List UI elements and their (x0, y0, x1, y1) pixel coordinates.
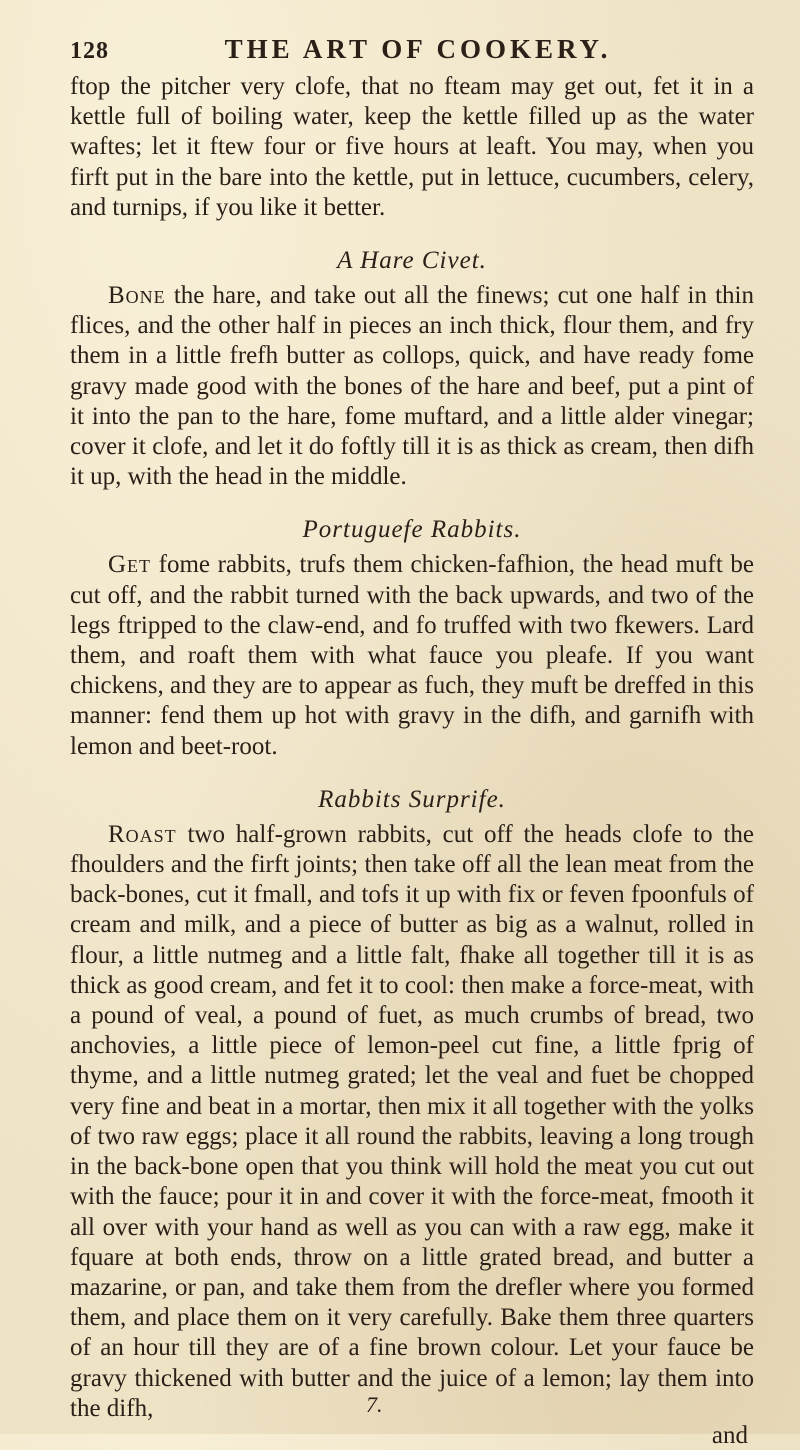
running-title: THE ART OF COOKERY. (224, 34, 612, 64)
recipe-heading-portuguese-rabbits: Portuguefe Rabbits. (302, 516, 522, 544)
recipe-lead-word: Bone (108, 282, 166, 310)
intro-paragraph: ftop the pitcher very clofe, that no fteam may get out, fet it in a kettle full of boiling water, keep the kettle filled up as the water waftes; let it ftew four or five hours at leaft. You may, when you firft put in the bare into the kettle, put in lettuce, cucumbers, celery, and turnips, if you like it better. (70, 73, 754, 221)
recipe-text: fome rabbits, trufs them chicken-fafhion, the head muft be cut off, and the rabbit turned with the back upwards, and two of the legs ftripped to the claw-end, and fo truffed with two fkewers. Lard them, and roaft them with what fauce you pleafe. If you want chickens, and they are to appear as fuch, they muft be dreffed in this manner: fend them up hot with gravy in the difh, and garnifh with lemon and beet-root. (70, 551, 754, 760)
recipe-text: two half-grown rabbits, cut off the heads clofe to the fhoulders and the firft joints; then take off all the lean meat from the back-bones, cut it fmall, and tofs it up with fix or feven fpoonfuls of cream and milk, and a piece of butter as big as a walnut, rolled in flour, a little nutmeg and a little falt, fhake all together till it is as thick as good cream, and fet it to cool: then make a force-meat, with a pound of veal, a pound of fuet, as much crumbs of bread, two anchovies, a little piece of lemon-peel cut fine, a little fprig of thyme, and a little nutmeg grated; let the veal and fuet be chopped very fine and beat in a mortar, then mix it all together with the yolks of two raw eggs; place it all round the rabbits, leaving a long trough in the back-bone open that you think will hold the meat you cut out with the fauce; pour it in and cover it with the force-meat, fmooth it all over with your hand as well as you can with a raw egg, make it fquare at both ends, throw on a little grated bread, and butter a mazarine, or pan, and take them from the drefler where you formed them, and place them on it very carefully. Bake them three quarters of an hour till they are of a fine brown colour. Let your fauce be gravy thickened with butter and the juice of a lemon; lay them into the difh, (70, 820, 754, 1422)
recipe-text: the hare, and take out all the finews; cut one half in thin flices, and the other half in pieces an inch thick, flour them, and fry them in a little frefh butter as collops, quick, and have ready fome gravy made good with the bones of the hare and beef, put a pint of it into the pan to the hare, fome muftard, and a little alder vinegar; cover it clofe, and let it do foftly till it is as thick as cream, then difh it up, with the head in the middle. (70, 282, 754, 491)
page-header (70, 34, 754, 68)
recipe-lead-word: Roast (108, 820, 177, 848)
recipe-body-hare-civet (70, 281, 754, 492)
signature-mark: 7. (366, 1392, 383, 1417)
recipe-heading-hare-civet: A Hare Civet. (337, 247, 487, 275)
page-number: 128 (70, 38, 109, 64)
catchword: and (711, 1421, 748, 1449)
recipe-heading-rabbits-surprise: Rabbits Surprife. (318, 785, 506, 813)
recipe-body-rabbits-surprise (70, 820, 754, 1424)
recipe-lead-word: Get (108, 551, 152, 579)
recipe-body-portuguese-rabbits (70, 550, 754, 761)
